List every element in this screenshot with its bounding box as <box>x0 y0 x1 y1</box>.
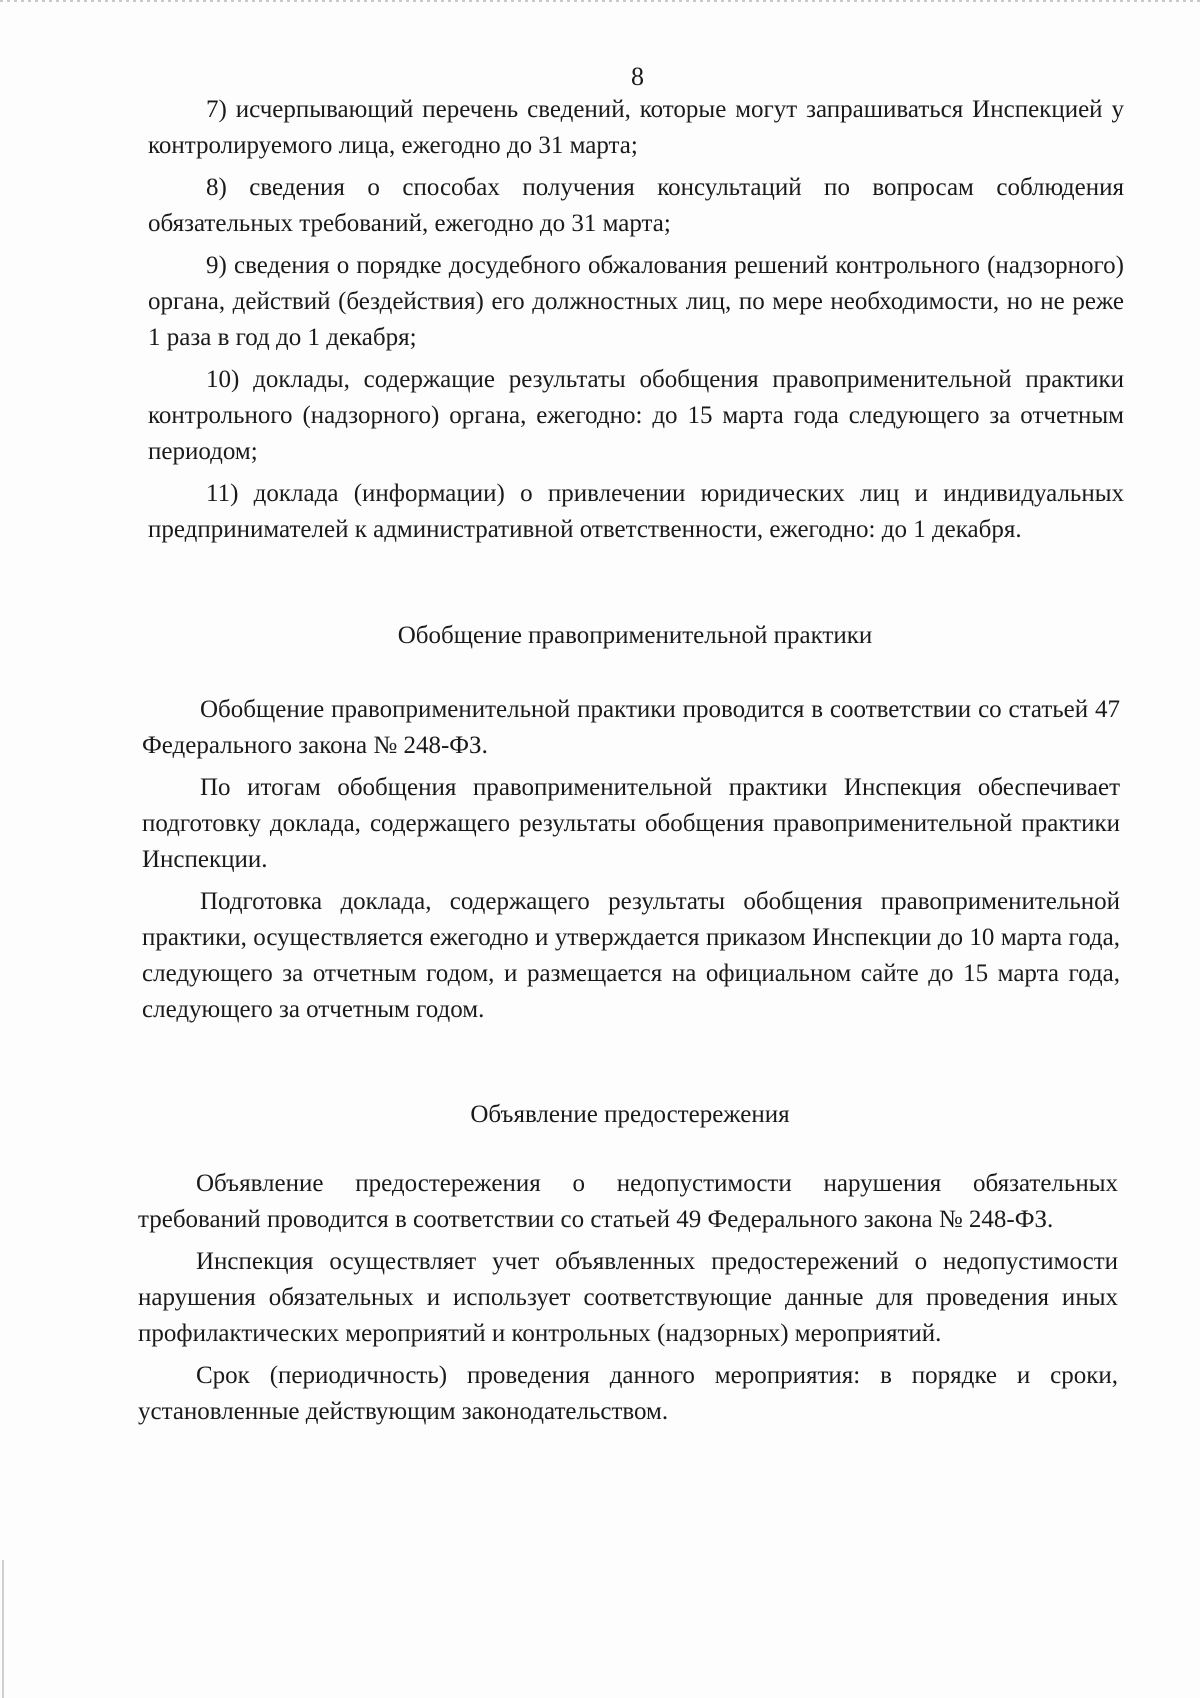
section-title: Объявление предостережения <box>470 1101 790 1128</box>
scan-edge <box>0 0 1200 2</box>
list-item: 10) доклады, содержащие результаты обобщения правоприменительной практики контрольного (надзорного) органа, ежегодно: до 15 марта года следующего за отчетным периодом; <box>148 366 1124 465</box>
page-number: 8 <box>631 62 644 91</box>
scan-edge <box>2 1560 4 1698</box>
list-item: 7) исчерпывающий перечень сведений, которые могут запрашиваться Инспекцией у контролируемого лица, ежегодно до 31 марта; <box>148 96 1124 159</box>
list-item: 8) сведения о способах получения консультаций по вопросам соблюдения обязательных требований, ежегодно до 31 марта; <box>148 174 1124 237</box>
paragraph: Срок (периодичность) проведения данного мероприятия: в порядке и сроки, установленные действующим законодательством. <box>138 1362 1118 1425</box>
section-title: Обобщение правоприменительной практики <box>397 622 873 649</box>
list-item: 11) доклада (информации) о привлечении юридических лиц и индивидуальных предпринимателей к административной ответственности, ежегодно: до 1 декабря. <box>148 480 1124 543</box>
section-body <box>142 692 1120 1028</box>
list-item: 9) сведения о порядке досудебного обжалования решений контрольного (надзорного) органа, действий (бездействия) его должностных лиц, по мере необходимости, но не реже 1 раза в год до 1 декабря; <box>148 252 1124 351</box>
paragraph: Подготовка доклада, содержащего результаты обобщения правоприменительной практики, осуществляется ежегодно и утверждается приказом Инспекции до 10 марта года, следующего за отчетным годом, и размещается на официальном сайте до 15 марта года, следующего за отчетным годом. <box>142 888 1120 1023</box>
paragraph: Обобщение правоприменительной практики проводится в соответствии со статьей 47 Федерального закона № 248-ФЗ. <box>142 696 1120 759</box>
paragraph: По итогам обобщения правоприменительной практики Инспекция обеспечивает подготовку доклада, содержащего результаты обобщения правоприменительной практики Инспекции. <box>142 774 1120 873</box>
paragraph: Инспекция осуществляет учет объявленных предостережений о недопустимости нарушения обязательных и использует соответствующие данные для проведения иных профилактических мероприятий и контрольных (надзорных) мероприятий. <box>138 1248 1118 1347</box>
paragraph: Объявление предостережения о недопустимости нарушения обязательных требований проводится в соответствии со статьей 49 Федерального закона № 248-ФЗ. <box>138 1170 1118 1233</box>
list-block <box>148 92 1124 548</box>
section-body <box>138 1166 1118 1430</box>
